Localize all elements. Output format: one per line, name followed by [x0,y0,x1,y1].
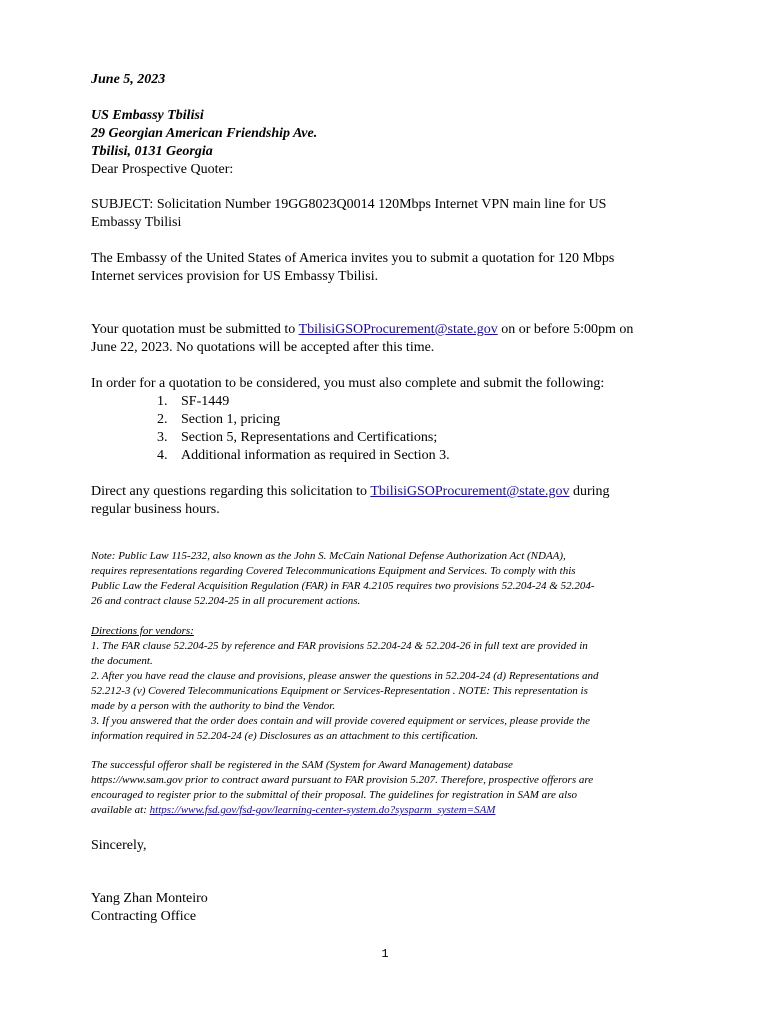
requirement-text: Additional information as required in Section 3. [181,448,450,463]
requirement-text: SF-1449 [181,394,230,409]
requirements-intro: In order for a quotation to be considered, you must also complete and submit the following: [91,376,605,391]
directions-line-4: 52.212-3 (v) Covered Telecommunications Equipment or Services-Representation . NOTE: This representation is [91,685,588,697]
note-line-2: requires representations regarding Covered Telecommunications Equipment and Services. To comply with this [91,565,576,577]
salutation: Dear Prospective Quoter: [91,162,234,177]
requirement-item-2 [157,411,557,429]
requirement-number: 1. [157,394,168,409]
questions-line-2: regular business hours. [91,502,220,517]
requirement-item-4 [157,447,557,465]
submit-prefix: Your quotation must be submitted to [91,322,299,337]
page-number: 1 [381,947,389,961]
note-line-4: 26 and contract clause 52.204-25 in all procurement actions. [91,595,361,607]
intro-line-1: The Embassy of the United States of America invites you to submit a quotation for 120 Mbps [91,251,615,266]
requirement-text: Section 1, pricing [181,412,281,427]
sam-guidelines-link[interactable]: https://www.fsd.gov/fsd-gov/learning-center-system.do?sysparm_system=SAM [149,804,496,816]
letter-date: June 5, 2023 [91,72,166,87]
questions-line-1 [91,483,691,501]
sam-line-4 [91,803,691,818]
requirement-number: 2. [157,412,168,427]
directions-line-5: made by a person with the authority to bind the Vendor. [91,700,336,712]
requirement-number: 3. [157,430,168,445]
signer-office: Contracting Office [91,909,197,924]
address-line-2: 29 Georgian American Friendship Ave. [91,126,318,141]
address-line-3: Tbilisi, 0131 Georgia [91,144,213,159]
requirement-text: Section 5, Representations and Certifications; [181,430,438,445]
directions-line-3: 2. After you have read the clause and provisions, please answer the questions in 52.204-24 (d) Representations and [91,670,599,682]
submit-suffix: on or before 5:00pm on [497,322,634,337]
directions-line-7: information required in 52.204-24 (e) Disclosures as an attachment to this certification. [91,730,479,742]
questions-suffix: during [569,484,610,499]
sam-line-1: The successful offeror shall be registered in the SAM (System for Award Management) database [91,759,513,771]
questions-prefix: Direct any questions regarding this solicitation to [91,484,371,499]
subject-line-1: SUBJECT: Solicitation Number 19GG8023Q0014 120Mbps Internet VPN main line for US [91,197,607,212]
note-line-3: Public Law the Federal Acquisition Regulation (FAR) in FAR 4.2105 requires two provisions 52.204-24 & 52.204- [91,580,595,592]
sam-line-2: https://www.sam.gov prior to contract award pursuant to FAR provision 5.207. Therefore, prospective offerors are [91,774,594,786]
directions-line-2: the document. [91,655,153,667]
note-line-1: Note: Public Law 115-232, also known as the John S. McCain National Defense Authorization Act (NDAA), [91,550,566,562]
directions-line-6: 3. If you answered that the order does contain and will provide covered equipment or services, please provide the [91,715,590,727]
sam-line-3: encouraged to register prior to the submittal of their proposal. The guidelines for registration in SAM are also [91,789,578,801]
questions-email-link[interactable]: TbilisiGSOProcurement@state.gov [370,484,570,499]
requirement-item-3 [157,429,557,447]
sam-prefix: available at: [91,804,150,816]
requirement-item-1 [157,393,557,411]
directions-heading: Directions for vendors: [91,625,194,637]
submit-line-1 [91,321,691,339]
submit-line-2: June 22, 2023. No quotations will be accepted after this time. [91,340,435,355]
signer-name: Yang Zhan Monteiro [91,891,208,906]
intro-line-2: Internet services provision for US Embassy Tbilisi. [91,269,379,284]
closing: Sincerely, [91,838,147,853]
address-line-1: US Embassy Tbilisi [91,108,204,123]
subject-line-2: Embassy Tbilisi [91,215,182,230]
submit-email-link[interactable]: TbilisiGSOProcurement@state.gov [298,322,498,337]
directions-line-1: 1. The FAR clause 52.204-25 by reference and FAR provisions 52.204-24 & 52.204-26 in full text are provided in [91,640,588,652]
requirement-number: 4. [157,448,168,463]
